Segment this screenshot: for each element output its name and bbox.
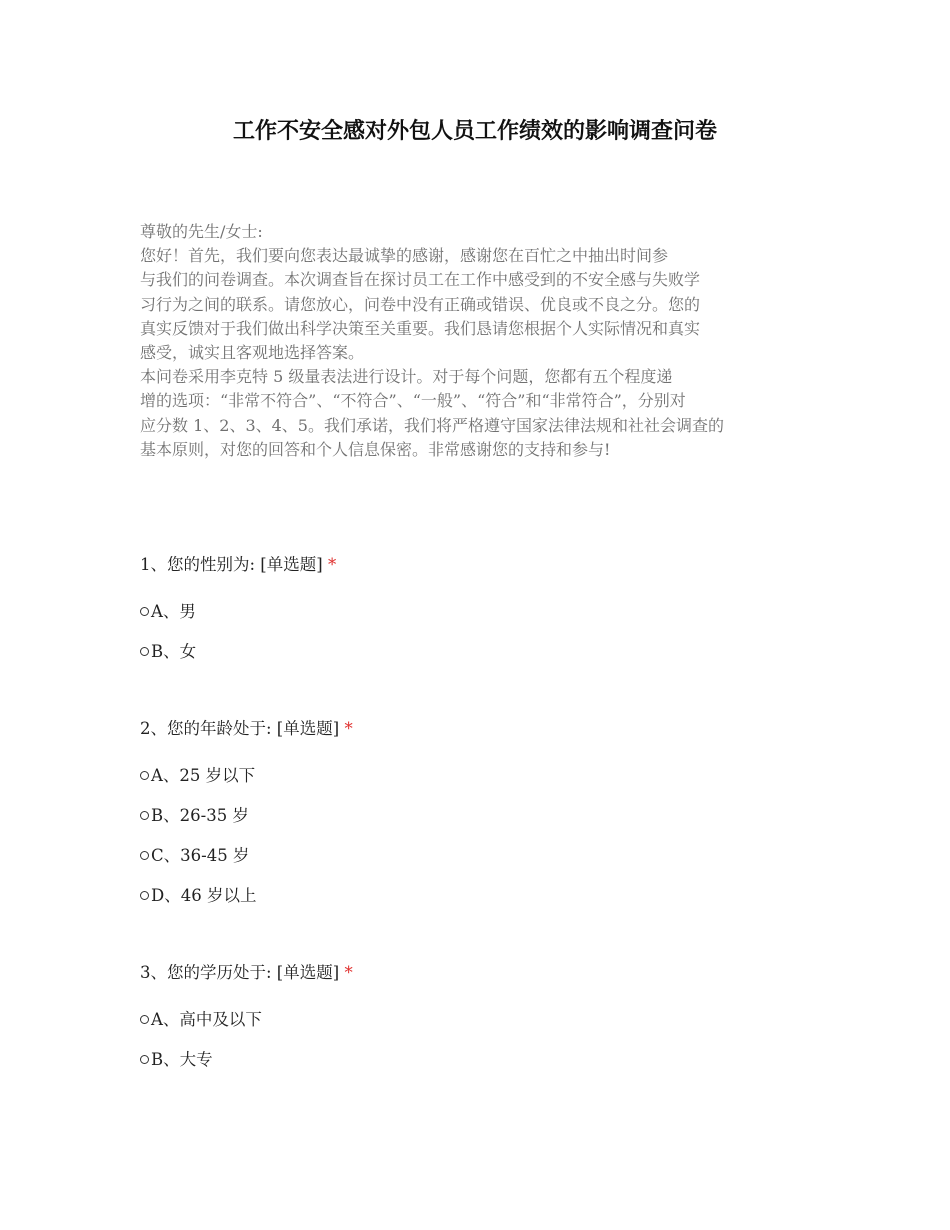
option-label: B、女 <box>151 642 197 661</box>
question-2-option-d[interactable] <box>140 884 256 908</box>
intro-line: 本问卷采用李克特 5 级量表法进行设计。对于每个问题，您都有五个程度递 <box>140 367 673 387</box>
question-1-option-b[interactable] <box>140 640 196 664</box>
intro-line: 您好！首先，我们要向您表达最诚挚的感谢，感谢您在百忙之中抽出时间参 <box>140 246 669 266</box>
option-label: A、男 <box>151 602 196 621</box>
question-2-option-c[interactable] <box>140 844 249 868</box>
radio-icon[interactable] <box>140 1055 149 1064</box>
question-text: 2、您的年龄处于: [单选题] <box>140 719 340 738</box>
intro-line: 基本原则，对您的回答和个人信息保密。非常感谢您的支持和参与! <box>140 439 611 459</box>
intro-line: 应分数 1、2、3、4、5。我们承诺，我们将严格遵守国家法律法规和社社会调查的 <box>140 415 724 435</box>
radio-icon[interactable] <box>140 851 149 860</box>
question-3-option-a[interactable] <box>140 1008 262 1032</box>
question-2-option-b[interactable] <box>140 804 249 828</box>
radio-icon[interactable] <box>140 1015 149 1024</box>
intro-line: 尊敬的先生/女士: <box>140 222 263 241</box>
option-label: A、高中及以下 <box>151 1010 262 1029</box>
radio-icon[interactable] <box>140 607 149 616</box>
option-label: C、36-45 岁 <box>151 846 250 865</box>
intro-line: 感受，诚实且客观地选择答案。 <box>140 343 365 363</box>
radio-icon[interactable] <box>140 647 149 656</box>
page-title: 工作不安全感对外包人员工作绩效的影响调查问卷 <box>232 119 717 144</box>
question-text: 1、您的性别为: [单选题] <box>140 555 323 574</box>
intro-line: 增的选项：“非常不符合”、“不符合”、“一般”、“符合”和“非常符合”，分别对 <box>140 391 686 411</box>
question-1-option-a[interactable] <box>140 600 196 624</box>
radio-icon[interactable] <box>140 771 149 780</box>
option-label: D、46 岁以上 <box>151 886 257 905</box>
intro-line: 与我们的问卷调查。本次调查旨在探讨员工在工作中感受到的不安全感与失败学 <box>140 270 701 290</box>
intro-text <box>140 220 820 462</box>
option-label: A、25 岁以下 <box>151 766 256 785</box>
question-2-option-a[interactable] <box>140 764 255 788</box>
intro-line: 习行为之间的联系。请您放心，问卷中没有正确或错误、优良或不良之分。您的 <box>140 294 701 314</box>
option-label: B、大专 <box>151 1050 213 1069</box>
question-2-title <box>140 717 353 741</box>
radio-icon[interactable] <box>140 811 149 820</box>
required-mark: * <box>344 719 353 738</box>
intro-line: 真实反馈对于我们做出科学决策至关重要。我们恳请您根据个人实际情况和真实 <box>140 318 701 338</box>
question-1-title <box>140 553 336 577</box>
radio-icon[interactable] <box>140 891 149 900</box>
question-text: 3、您的学历处于: [单选题] <box>140 963 340 982</box>
required-mark: * <box>327 555 337 574</box>
option-label: B、26-35 岁 <box>151 806 249 825</box>
question-3-option-b[interactable] <box>140 1048 213 1072</box>
question-3-title <box>140 961 353 985</box>
required-mark: * <box>344 963 353 982</box>
